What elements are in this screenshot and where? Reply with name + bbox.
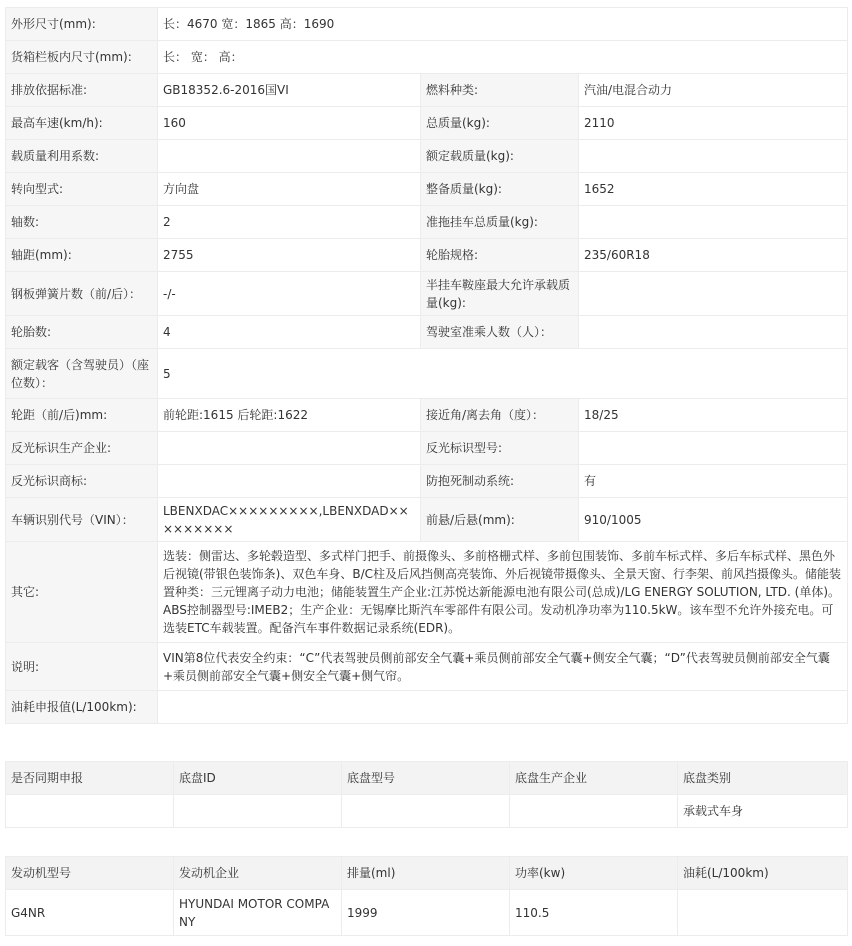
tire-spec-label: 轮胎规格:	[421, 239, 579, 272]
engine-power-value: 110.5	[510, 890, 678, 936]
spec-row-emission	[6, 74, 848, 107]
reflect-brand-value	[158, 465, 421, 498]
reflect-maker-value	[158, 432, 421, 465]
utilization-value	[158, 140, 421, 173]
abs-label: 防抱死制动系统:	[421, 465, 579, 498]
vin-value: LBENXDAC×××××××××,LBENXDAD×××××××××	[158, 498, 421, 542]
chassis-model-value	[342, 795, 510, 828]
curb-mass-value: 1652	[579, 173, 848, 206]
approach-angle-value: 18/25	[579, 399, 848, 432]
other-label: 其它:	[6, 542, 158, 643]
tire-spec-value: 235/60R18	[579, 239, 848, 272]
spec-row-spring	[6, 272, 848, 316]
saddle-load-value	[579, 272, 848, 316]
table-row	[6, 795, 848, 828]
chassis-sync-value	[6, 795, 174, 828]
dimensions-label: 外形尺寸(mm):	[6, 8, 158, 41]
spring-count-label: 钢板弹簧片数（前/后）：	[6, 272, 158, 316]
tire-count-value: 4	[158, 316, 421, 349]
overhang-label: 前悬/后悬(mm):	[421, 498, 579, 542]
cargo-value: 长： 宽： 高：	[158, 41, 848, 74]
reflect-model-label: 反光标识型号:	[421, 432, 579, 465]
total-mass-label: 总质量(kg):	[421, 107, 579, 140]
chassis-header-model: 底盘型号	[342, 762, 510, 795]
table-row	[6, 890, 848, 936]
dimensions-value: 长：4670 宽：1865 高：1690	[158, 8, 848, 41]
approach-angle-label: 接近角/离去角（度）：	[421, 399, 579, 432]
chassis-type-value: 承载式车身	[678, 795, 848, 828]
overhang-value: 910/1005	[579, 498, 848, 542]
steering-label: 转向型式:	[6, 173, 158, 206]
utilization-label: 载质量利用系数:	[6, 140, 158, 173]
cargo-label: 货箱栏板内尺寸(mm):	[6, 41, 158, 74]
chassis-id-value	[174, 795, 342, 828]
reflect-maker-label: 反光标识生产企业:	[6, 432, 158, 465]
spec-row-utilization	[6, 140, 848, 173]
engine-table	[5, 856, 848, 936]
chassis-header-sync: 是否同期申报	[6, 762, 174, 795]
spec-row-fuel-report	[6, 691, 848, 724]
reflect-model-value	[579, 432, 848, 465]
cab-capacity-value	[579, 316, 848, 349]
seats-value: 5	[158, 349, 848, 399]
fuel-report-label: 油耗申报值(L/100km):	[6, 691, 158, 724]
engine-header-model: 发动机型号	[6, 857, 174, 890]
wheelbase-value: 2755	[158, 239, 421, 272]
max-speed-label: 最高车速(km/h):	[6, 107, 158, 140]
engine-header-maker: 发动机企业	[174, 857, 342, 890]
rated-load-label: 额定载质量(kg):	[421, 140, 579, 173]
spec-row-steering	[6, 173, 848, 206]
note-label: 说明:	[6, 643, 158, 691]
cab-capacity-label: 驾驶室准乘人数（人）：	[421, 316, 579, 349]
vehicle-spec-table	[5, 7, 848, 724]
engine-header-power: 功率(kw)	[510, 857, 678, 890]
fuel-type-label: 燃料种类:	[421, 74, 579, 107]
saddle-load-label: 半挂车鞍座最大允许承载质量(kg):	[421, 272, 579, 316]
engine-displacement-value: 1999	[342, 890, 510, 936]
engine-fuel-value	[678, 890, 848, 936]
chassis-header-row	[6, 762, 848, 795]
engine-model-value: G4NR	[6, 890, 174, 936]
chassis-header-type: 底盘类别	[678, 762, 848, 795]
spec-row-wheelbase	[6, 239, 848, 272]
note-value: VIN第8位代表安全约束：“C”代表驾驶员侧前部安全气囊+乘员侧前部安全气囊+侧安全气囊；“D”代表驾驶员侧前部安全气囊+乘员侧前部安全气囊+侧安全气囊+侧气帘。	[158, 643, 848, 691]
spec-row-seats	[6, 349, 848, 399]
spec-row-reflect	[6, 432, 848, 465]
engine-header-displacement: 排量(ml)	[342, 857, 510, 890]
trailer-mass-label: 准拖挂车总质量(kg):	[421, 206, 579, 239]
engine-maker-value: HYUNDAI MOTOR COMPANY	[174, 890, 342, 936]
spec-row-speed	[6, 107, 848, 140]
spec-row-abs	[6, 465, 848, 498]
track-label: 轮距（前/后)mm:	[6, 399, 158, 432]
steering-value: 方向盘	[158, 173, 421, 206]
wheelbase-label: 轴距(mm):	[6, 239, 158, 272]
chassis-header-id: 底盘ID	[174, 762, 342, 795]
spec-row-other	[6, 542, 848, 643]
trailer-mass-value	[579, 206, 848, 239]
spec-row-axles	[6, 206, 848, 239]
axles-label: 轴数:	[6, 206, 158, 239]
engine-header-fuel: 油耗(L/100km)	[678, 857, 848, 890]
reflect-brand-label: 反光标识商标:	[6, 465, 158, 498]
chassis-table	[5, 761, 848, 828]
seats-label: 额定载客（含驾驶员）（座位数）：	[6, 349, 158, 399]
chassis-header-maker: 底盘生产企业	[510, 762, 678, 795]
spec-row-track	[6, 399, 848, 432]
axles-value: 2	[158, 206, 421, 239]
emission-label: 排放依据标准:	[6, 74, 158, 107]
tire-count-label: 轮胎数:	[6, 316, 158, 349]
spring-count-value: -/-	[158, 272, 421, 316]
total-mass-value: 2110	[579, 107, 848, 140]
engine-header-row	[6, 857, 848, 890]
curb-mass-label: 整备质量(kg):	[421, 173, 579, 206]
emission-value: GB18352.6-2016国VI	[158, 74, 421, 107]
track-value: 前轮距:1615 后轮距:1622	[158, 399, 421, 432]
fuel-report-value	[158, 691, 848, 724]
other-value: 选装：侧雷达、多轮毂造型、多式样门把手、前摄像头、多前格栅式样、多前包围装饰、多前车标式样、多后车标式样、黑色外后视镜(带银色装饰条)、双色车身、B/C柱及后风挡侧高亮装饰、外后视镜带摄像头、全景天窗、行李架、前风挡摄像头。储能装置种类：三元锂离子动力电池；储能装置生产企业:江苏悦达新能源电池有限公司(总成)/LG ENERGY SOLUTION, LTD. (单体)。ABS控制器型号:IMEB2；生产企业：无锡摩比斯汽车零部件有限公司。发动机净功率为110.5kW。该车型不允许外接充电。可选装ETC车载装置。配备汽车事件数据记录系统(EDR)。	[158, 542, 848, 643]
spec-row-dimensions	[6, 8, 848, 41]
chassis-maker-value	[510, 795, 678, 828]
fuel-type-value: 汽油/电混合动力	[579, 74, 848, 107]
rated-load-value	[579, 140, 848, 173]
spec-row-cargo	[6, 41, 848, 74]
spec-row-vin	[6, 498, 848, 542]
max-speed-value: 160	[158, 107, 421, 140]
spec-row-tires	[6, 316, 848, 349]
spec-row-note	[6, 643, 848, 691]
abs-value: 有	[579, 465, 848, 498]
vin-label: 车辆识别代号（VIN）：	[6, 498, 158, 542]
